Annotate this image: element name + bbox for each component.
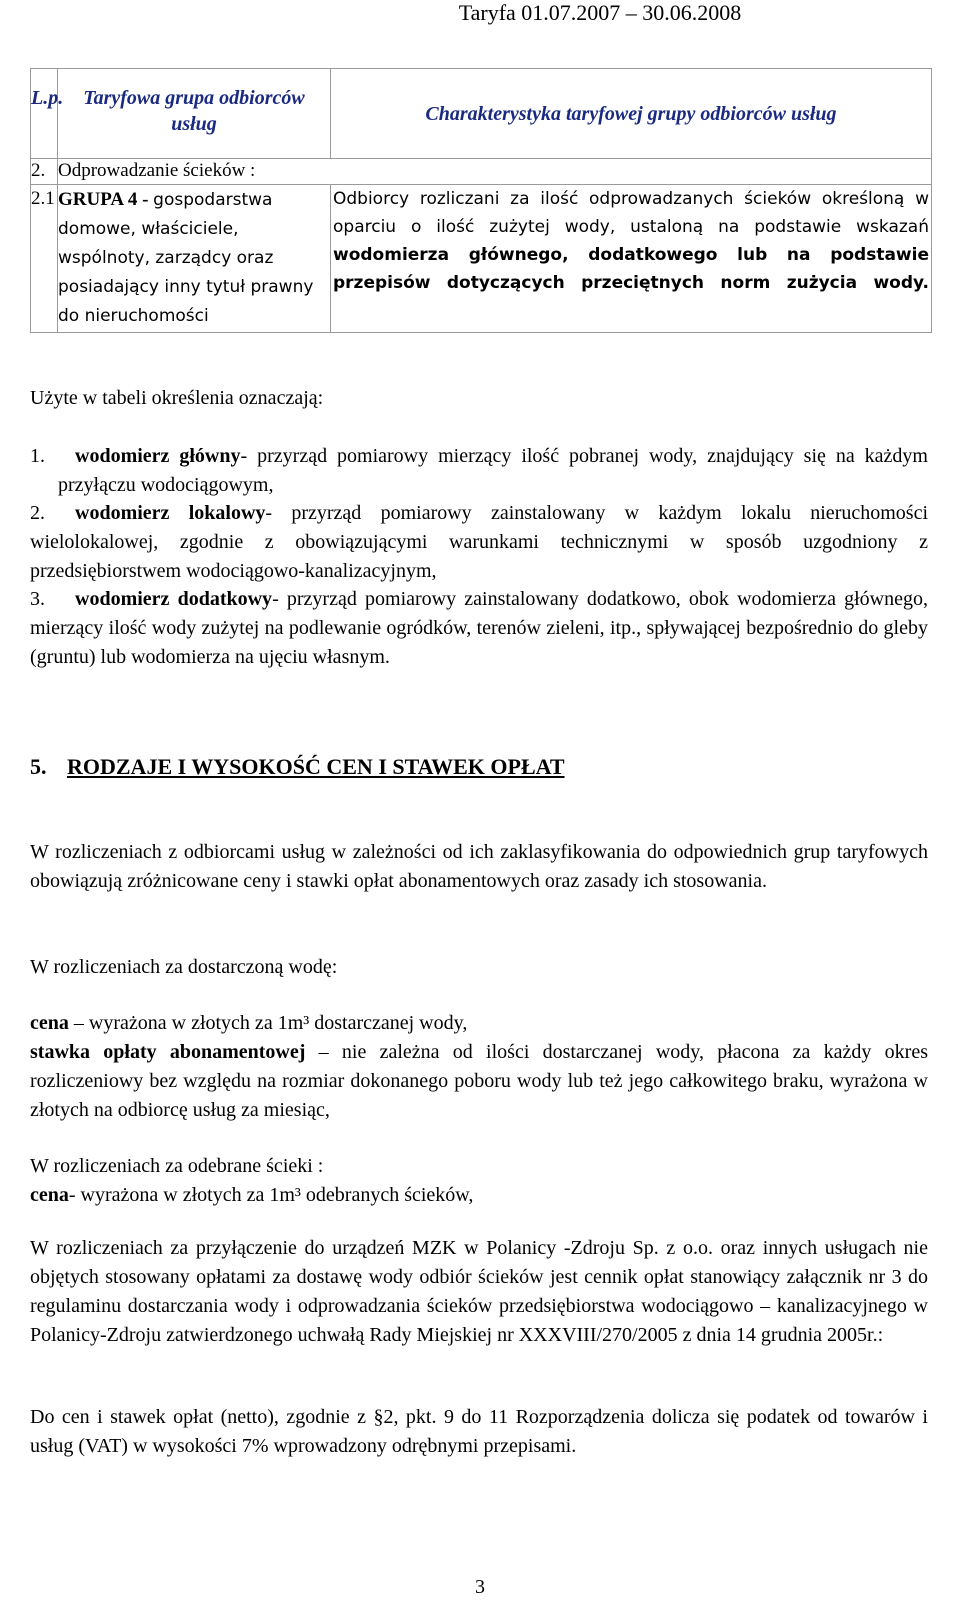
header-lp: L.p. [31, 69, 58, 159]
page-number: 3 [475, 1576, 485, 1598]
vat-paragraph: Do cen i stawek opłat (netto), zgodnie z §2, pkt. 9 do 11 Rozporządzenia dolicza się podatek od towarów i usług (VAT) w wysokości 7% wprowadzony odrębnymi przepisami. [30, 1406, 928, 1457]
section-row-empty [331, 159, 932, 185]
table-section-row [31, 159, 932, 185]
tariff-table [30, 68, 932, 333]
definition-text: - przyrząd pomiarowy zainstalowany dodatkowo, obok wodomierza głównego, mierzący ilość wody zużytej na podlewanie ogródków, terenów zieleni, itp., spływającej bezpośrednio do gleby (gruntu) lub wodomierza na ujęciu własnym. [30, 588, 928, 668]
header-characteristic: Charakterystyka taryfowej grupy odbiorców usług [331, 69, 932, 159]
row-desc-plain: Odbiorcy rozliczani za ilość odprowadzanych ścieków określoną w oparciu o ilość zużytej wody, ustaloną na podstawie wskazań [333, 189, 929, 237]
header-group: Taryfowa grupa odbiorców usług [58, 69, 331, 159]
connection-paragraph: W rozliczeniach za przyłączenie do urządzeń MZK w Polanicy -Zdroju Sp. z o.o. oraz innych usługach nie objętych stosowany opłatami za dostawę wody odbiór ścieków jest cennik opłat stanowiący załącznik nr 3 do regulaminu dostarczania wody i odprowadzania ścieków przedsiębiorstwa wodociągowo – kanalizacyjnego w Polanicy-Zdroju zatwierdzonego uchwałą Rady Miejskiej nr XXXVIII/270/2005 z dnia 14 grudnia 2005r.: [30, 1237, 928, 1346]
running-header: Taryfa 01.07.2007 – 30.06.2008 [458, 0, 742, 25]
definition-item-3 [30, 585, 928, 672]
row-group-rest: gospodarstwa domowe, właściciele, wspólnoty, zarządcy oraz posiadający inny tytuł prawny do nieruchomości [58, 190, 314, 326]
definition-term: wodomierz główny [75, 445, 241, 467]
sewage-price-text: - wyrażona w złotych za 1m³ odebranych ścieków, [68, 1184, 474, 1206]
definition-term: wodomierz dodatkowy [75, 588, 273, 610]
water-price-line [30, 1009, 928, 1038]
section-title: RODZAJE I WYSOKOŚĆ CEN I STAWEK OPŁAT [67, 754, 565, 779]
water-heading: W rozliczeniach za dostarczoną wodę: [30, 956, 338, 978]
water-price-text: – wyrażona w złotych za 1m³ dostarczanej wody, [68, 1012, 468, 1034]
water-fee-text: – nie zależna od ilości dostarczanej wody, płacona za każdy okres rozliczeniowy bez względu na rozmiar dokonanego poboru wody lub też jego całkowitego braku, wyrażona w złotych na odbiorcę usług za miesiąc, [30, 1041, 928, 1121]
row-group [58, 185, 331, 333]
row-description [331, 185, 932, 333]
row-desc-bold: wodomierza głównego, dodatkowego lub na podstawie przepisów dotyczących przeciętnych norm zużycia wody. [333, 245, 929, 293]
definition-item-1 [30, 442, 928, 500]
definition-number: 3. [30, 588, 45, 610]
section-number: 5. [30, 754, 47, 779]
sewage-price-term: cena [30, 1184, 69, 1206]
definitions-intro: Użyte w tabeli określenia oznaczają: [30, 387, 324, 409]
section-intro-paragraph: W rozliczeniach z odbiorcami usług w zależności od ich zaklasyfikowania do odpowiednich grup taryfowych obowiązują zróżnicowane ceny i stawki opłat abonamentowych oraz zasady ich stosowania. [30, 841, 928, 892]
section-heading [30, 752, 565, 782]
sewage-heading: W rozliczeniach za odebrane ścieki : [30, 1155, 324, 1177]
definition-number: 2. [30, 502, 45, 524]
water-price-term: cena [30, 1012, 69, 1034]
definition-number: 1. [30, 445, 45, 467]
water-fee-paragraph [30, 1038, 928, 1125]
section-row-number: 2. [31, 159, 58, 185]
water-fee-term: stawka opłaty abonamentowej [30, 1041, 306, 1063]
table-row [31, 185, 932, 333]
row-group-bold: GRUPA 4 - [58, 189, 149, 210]
row-number: 2.1 [31, 185, 58, 333]
table-header-row [31, 69, 932, 159]
definition-term: wodomierz lokalowy [75, 502, 266, 524]
definition-text: - przyrząd pomiarowy zainstalowany w każdym lokalu nieruchomości wielolokalowej, zgodnie z obowiązującymi warunkami technicznymi w sposób uzgodniony z przedsiębiorstwem wodociągowo-kanalizacyjnym, [30, 502, 928, 582]
section-row-label: Odprowadzanie ścieków : [58, 159, 331, 185]
definition-item-2 [30, 499, 928, 586]
definition-text: - przyrząd pomiarowy mierzący ilość pobranej wody, znajdujący się na każdym przyłączu wodociągowym, [58, 445, 928, 496]
sewage-price-line [30, 1181, 928, 1210]
